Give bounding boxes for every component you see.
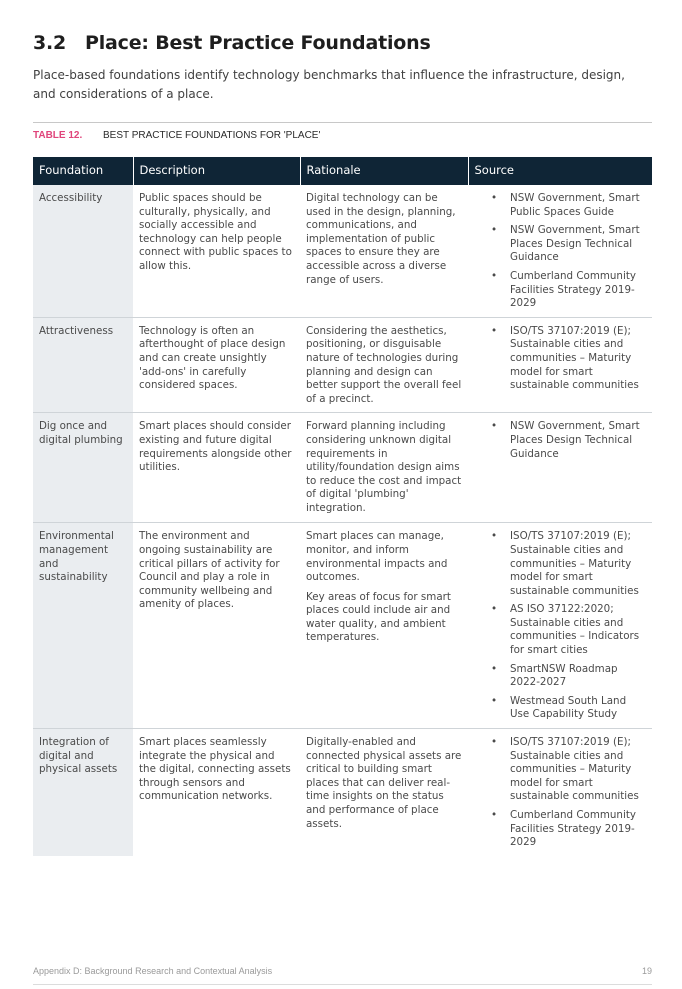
table-caption	[33, 130, 320, 141]
source-cell	[468, 317, 652, 413]
table-row	[33, 185, 652, 317]
rationale-paragraph: Smart places can manage, monitor, and inform environmental impacts and outcomes.	[306, 530, 448, 584]
foundation-cell: Dig once and digital plumbing	[33, 413, 133, 523]
description-cell: The environment and ongoing sustainability are critical pillars of activity for Council and play a role in community wellbeing and amenity of places.	[139, 530, 280, 611]
description-cell: Public spaces should be culturally, physically, and socially accessible and technology can help people connect with public spaces to allow this.	[139, 192, 292, 272]
foundation-cell: Attractiveness	[33, 317, 133, 413]
source-item: • NSW Government, Smart Places Design Technical Guidance	[474, 224, 646, 265]
source-list	[474, 420, 646, 461]
source-list	[474, 192, 646, 311]
source-item: • NSW Government, Smart Places Design Technical Guidance	[474, 420, 646, 461]
page-footer: Appendix D: Background Research and Contextual Analysis	[33, 966, 273, 976]
description-cell: Smart places seamlessly integrate the physical and the digital, connecting assets through sensors and communication networks.	[139, 736, 291, 803]
source-item: • ISO/TS 37107:2019 (E); Sustainable cities and communities – Maturity model for smart sustainable communities	[474, 736, 646, 804]
source-item: • Cumberland Community Facilities Strategy 2019-2029	[474, 270, 646, 311]
description-cell: Smart places should consider existing and future digital requirements alongside other utilities.	[139, 420, 292, 474]
header-foundation: Foundation	[33, 157, 133, 185]
table-row	[33, 413, 652, 523]
source-item: • AS ISO 37122:2020; Sustainable cities and communities – Indicators for smart cities	[474, 603, 646, 657]
header-source: Source	[468, 157, 652, 185]
source-cell	[468, 523, 652, 729]
table-caption-number: TABLE 12.	[33, 130, 83, 141]
source-item: • ISO/TS 37107:2019 (E); Sustainable cities and communities – Maturity model for smart sustainable communities	[474, 325, 646, 393]
rationale-paragraph: Forward planning including considering unknown digital requirements in utility/foundation design aims to reduce the cost and impact of digital 'plumbing' integration.	[306, 420, 462, 514]
best-practice-table	[33, 157, 652, 856]
section-intro: Place-based foundations identify technology benchmarks that influence the infrastructure, design, and considerations of a place.	[33, 68, 625, 101]
rationale-cell	[300, 413, 468, 523]
rationale-cell	[300, 523, 468, 729]
rationale-paragraph: Considering the aesthetics, positioning, or disguisable nature of technologies during planning and design can better support the overall feel of a precinct.	[306, 324, 462, 405]
caption-divider	[33, 122, 652, 123]
rationale-paragraph: Digitally-enabled and connected physical assets are critical to building smart places that can deliver real-time insights on the status and performance of place assets.	[306, 736, 462, 830]
section-heading	[33, 32, 431, 54]
header-rationale: Rationale	[300, 157, 468, 185]
source-cell	[468, 185, 652, 317]
rationale-cell	[300, 185, 468, 317]
table-row	[33, 317, 652, 413]
rationale-paragraph: Key areas of focus for smart places could include air and water quality, and ambient temperatures.	[306, 590, 451, 644]
source-item: • SmartNSW Roadmap 2022-2027	[474, 663, 646, 690]
source-list	[474, 530, 646, 722]
table-header-row	[33, 157, 652, 185]
source-item: • Cumberland Community Facilities Strategy 2019-2029	[474, 809, 646, 850]
source-item: • ISO/TS 37107:2019 (E); Sustainable cities and communities – Maturity model for smart sustainable communities	[474, 530, 646, 598]
section-title: Place: Best Practice Foundations	[85, 32, 431, 54]
description-cell: Technology is often an afterthought of place design and can create unsightly 'add-ons' in carefully considered spaces.	[139, 324, 286, 392]
source-list	[474, 325, 646, 393]
table-row	[33, 729, 652, 856]
footer-divider	[33, 984, 652, 985]
rationale-cell	[300, 317, 468, 413]
source-cell	[468, 729, 652, 856]
foundation-cell: Integration of digital and physical assets	[33, 729, 133, 856]
source-cell	[468, 413, 652, 523]
source-list	[474, 736, 646, 850]
header-description: Description	[133, 157, 300, 185]
table-caption-title: BEST PRACTICE FOUNDATIONS FOR 'PLACE'	[103, 130, 321, 141]
source-item: • NSW Government, Smart Public Spaces Guide	[474, 192, 646, 219]
rationale-paragraph: Digital technology can be used in the design, planning, communications, and implementation of public spaces to ensure they are accessible across a diverse range of users.	[306, 192, 456, 286]
section-number: 3.2	[33, 32, 67, 54]
source-item: • Westmead South Land Use Capability Study	[474, 695, 646, 722]
table-row	[33, 523, 652, 729]
foundation-cell: Environmental management and sustainability	[33, 523, 133, 729]
foundation-cell: Accessibility	[33, 185, 133, 317]
page-number: 19	[641, 966, 652, 976]
rationale-cell	[300, 729, 468, 856]
